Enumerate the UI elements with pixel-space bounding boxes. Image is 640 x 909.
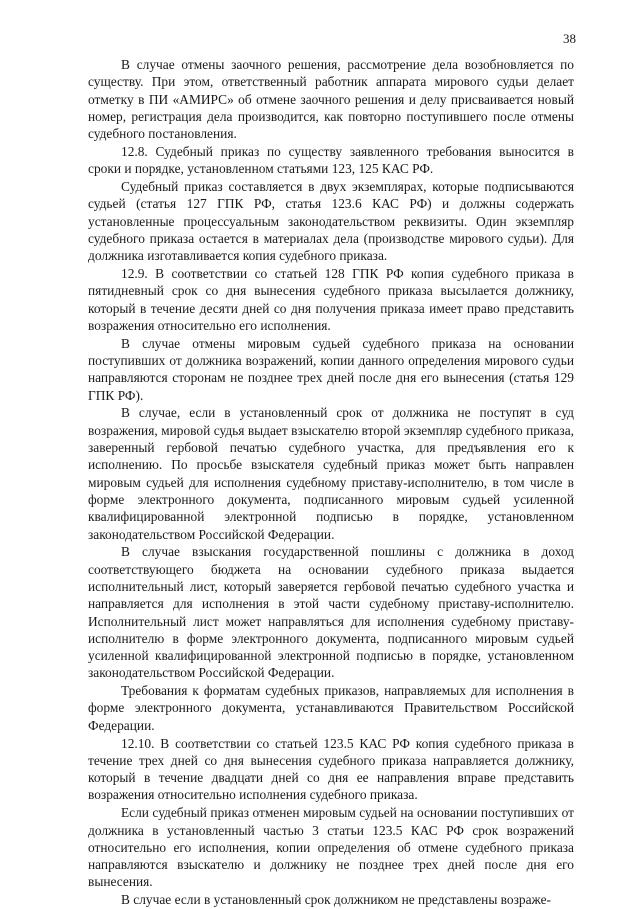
document-body	[88, 56, 574, 909]
paragraph-trebovaniya-formatam: Требования к форматам судебных приказов, направляемых для исполнения в форме электронного документа, устанавливаются Правительством Российской Федерации.	[88, 683, 574, 733]
paragraph-otmena-prikaza: В случае отмены мировым судьей судебного приказа на основании поступивших от должника возражений, копии данного определения мирового судьи направляются сторонам не позднее трех дней после дня его вынесения (статья 129 ГПК РФ).	[88, 335, 574, 403]
page-number: 38	[563, 31, 576, 46]
paragraph-12-10: 12.10. В соответствии со статьей 123.5 КАС РФ копия судебного приказа в течение трех дней со дня вынесения судебного приказа направляется должнику, который в течение двадцати дней со дня ее направления вправе представить возражения относительно исполнения судебного приказа.	[88, 735, 574, 803]
paragraph-12-8: 12.8. Судебный приказ по существу заявленного требования выносится в сроки и порядке, установленном статьями 123, 125 КАС РФ.	[88, 143, 574, 177]
paragraph-otmena-kas: Если судебный приказ отменен мировым судьей на основании поступивших от должника в установленный частью 3 статьи 123.5 КАС РФ срок возражений относительно его исполнения, копии определения об отмене судебного приказа направляются взыскателю и должнику не позднее трех дней после дня его вынесения.	[88, 805, 574, 890]
paragraph-zaochnoe-reshenie: В случае отмены заочного решения, рассмотрение дела возобновляется по существу. При этом, ответственный работник аппарата мирового судьи делает отметку в ПИ «АМИРС» об отмене заочного решения и делу присваивается новый номер, регистрация дела производится, как повторно поступившего после отмены судебного постановления.	[88, 57, 574, 142]
paragraph-vtoroy-ekzemplyar: В случае, если в установленный срок от должника не поступят в суд возражения, мировой судья выдает взыскателю второй экземпляр судебного приказа, заверенный гербовой печатью судебного участка, для предъявления его к исполнению. По просьбе взыскателя судебный приказ может быть направлен мировым судьей для исполнения судебному приставу-исполнителю, в том числе в форме электронного документа, подписанного мировым судьей усиленной квалифицированной электронной подписью в порядке, установленном законодательством Российской Федерации.	[88, 405, 574, 542]
paragraph-dva-ekzemplyara: Судебный приказ составляется в двух экземплярах, которые подписываются судьей (статья 127 ГПК РФ, статья 123.6 КАС РФ) и должны содержать установленные процессуальным законодательством реквизиты. Один экземпляр судебного приказа остается в материалах дела (производстве мирового судьи). Для должника изготавливается копия судебного приказа.	[88, 179, 574, 264]
paragraph-12-9: 12.9. В соответствии со статьей 128 ГПК РФ копия судебного приказа в пятидневный срок со дня вынесения судебного приказа высылается должнику, который в течение десяти дней со дня получения приказа имеет право представить возражения относительно его исполнения.	[88, 266, 574, 333]
paragraph-gosposhlina: В случае взыскания государственной пошлины с должника в доход соответствующего бюджета на основании судебного приказа выдается исполнительный лист, который заверяется гербовой печатью судебного участка и направляется для исполнения в этой части судебному приставу-исполнителю. Исполнительный лист может направляться для исполнения судебному приставу-исполнителю в форме электронного документа, подписанного мировым судьей усиленной квалифицированной электронной подписью в порядке, установленном законодательством Российской Федерации.	[88, 544, 574, 681]
paragraph-ne-predstavleny: В случае если в установленный срок должником не представлены возраже-	[121, 892, 552, 908]
